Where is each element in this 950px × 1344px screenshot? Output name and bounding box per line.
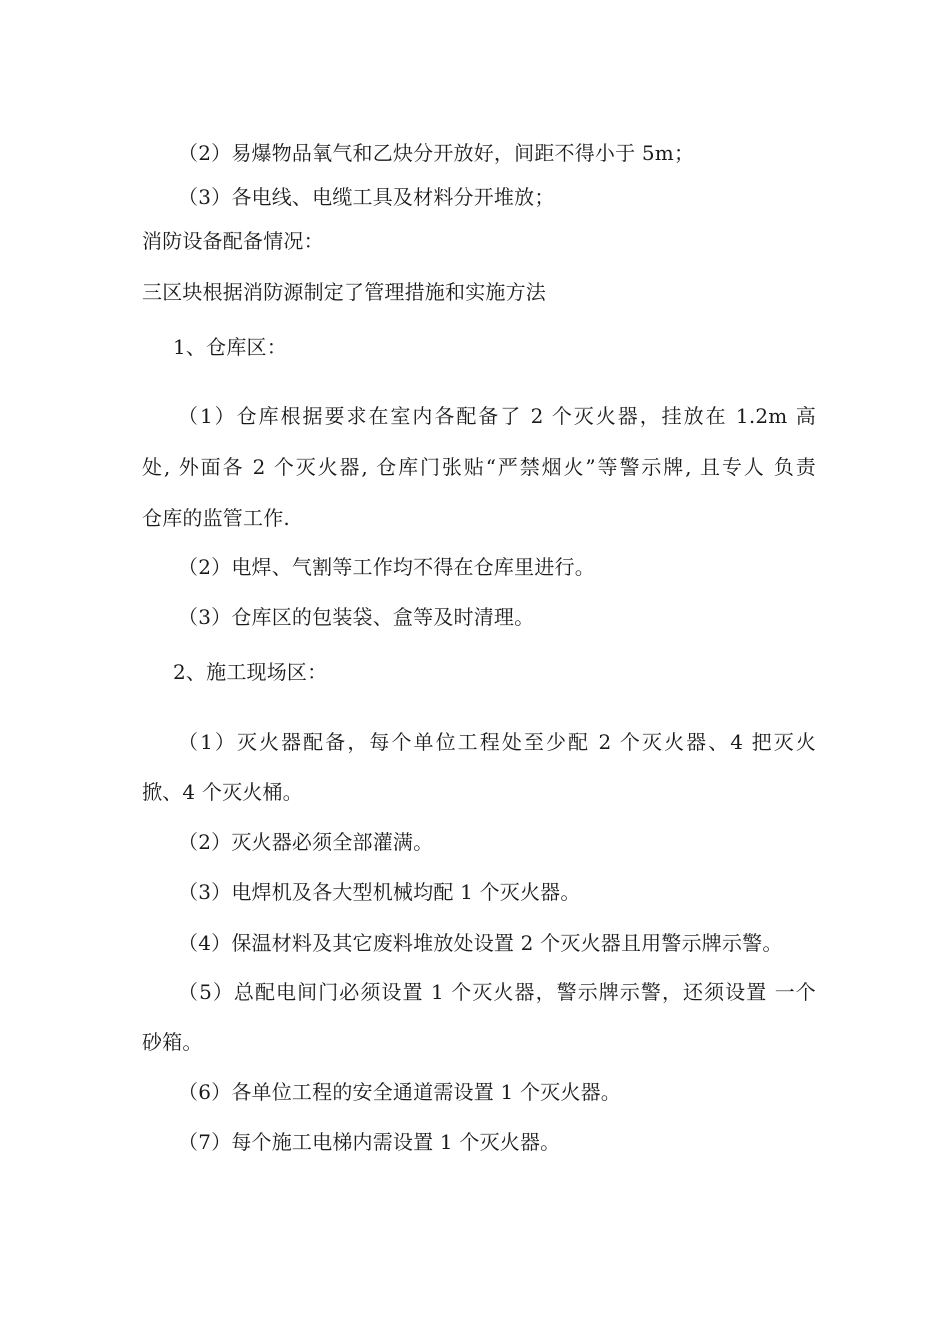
text-line: （2）易爆物品氧气和乙炔分开放好，间距不得小于 5m； (178, 141, 695, 165)
text-line: （7）每个施工电梯内需设置 1 个灭火器。 (178, 1130, 561, 1154)
text-line: （3）电焊机及各大型机械均配 1 个灭火器。 (178, 880, 581, 904)
subsection-heading: 1、仓库区： (173, 335, 287, 359)
text-line: 处, 外面各 2 个灭火器, 仓库门张贴“严禁烟火”等警示牌, 且专人 负责 (142, 455, 816, 479)
section-heading: 消防设备配备情况： (142, 229, 324, 253)
text-line: （6）各单位工程的安全通道需设置 1 个灭火器。 (178, 1080, 621, 1104)
text-line: （1）灭火器配备，每个单位工程处至少配 2 个灭火器、4 把灭火 (178, 730, 816, 754)
subsection-heading: 2、施工现场区： (173, 660, 328, 684)
text-line: （3）仓库区的包装袋、盒等及时清理。 (178, 605, 535, 629)
text-line: （2）电焊、气割等工作均不得在仓库里进行。 (178, 555, 595, 579)
text-line: 仓库的监管工作. (142, 506, 290, 530)
text-line: （3）各电线、电缆工具及材料分开堆放； (178, 185, 555, 209)
text-line: （2）灭火器必须全部灌满。 (178, 830, 434, 854)
text-line: （1）仓库根据要求在室内各配备了 2 个灭火器，挂放在 1.2m 高 (178, 404, 816, 428)
text-line: （4）保温材料及其它废料堆放处设置 2 个灭火器且用警示牌示警。 (178, 931, 783, 955)
section-intro: 三区块根据消防源制定了管理措施和实施方法 (142, 280, 546, 304)
text-line: 掀、4 个灭火桶。 (142, 780, 303, 804)
text-line: 砂箱。 (142, 1030, 203, 1054)
text-line: （5）总配电间门必须设置 1 个灭火器，警示牌示警，还须设置 一个 (178, 980, 816, 1004)
